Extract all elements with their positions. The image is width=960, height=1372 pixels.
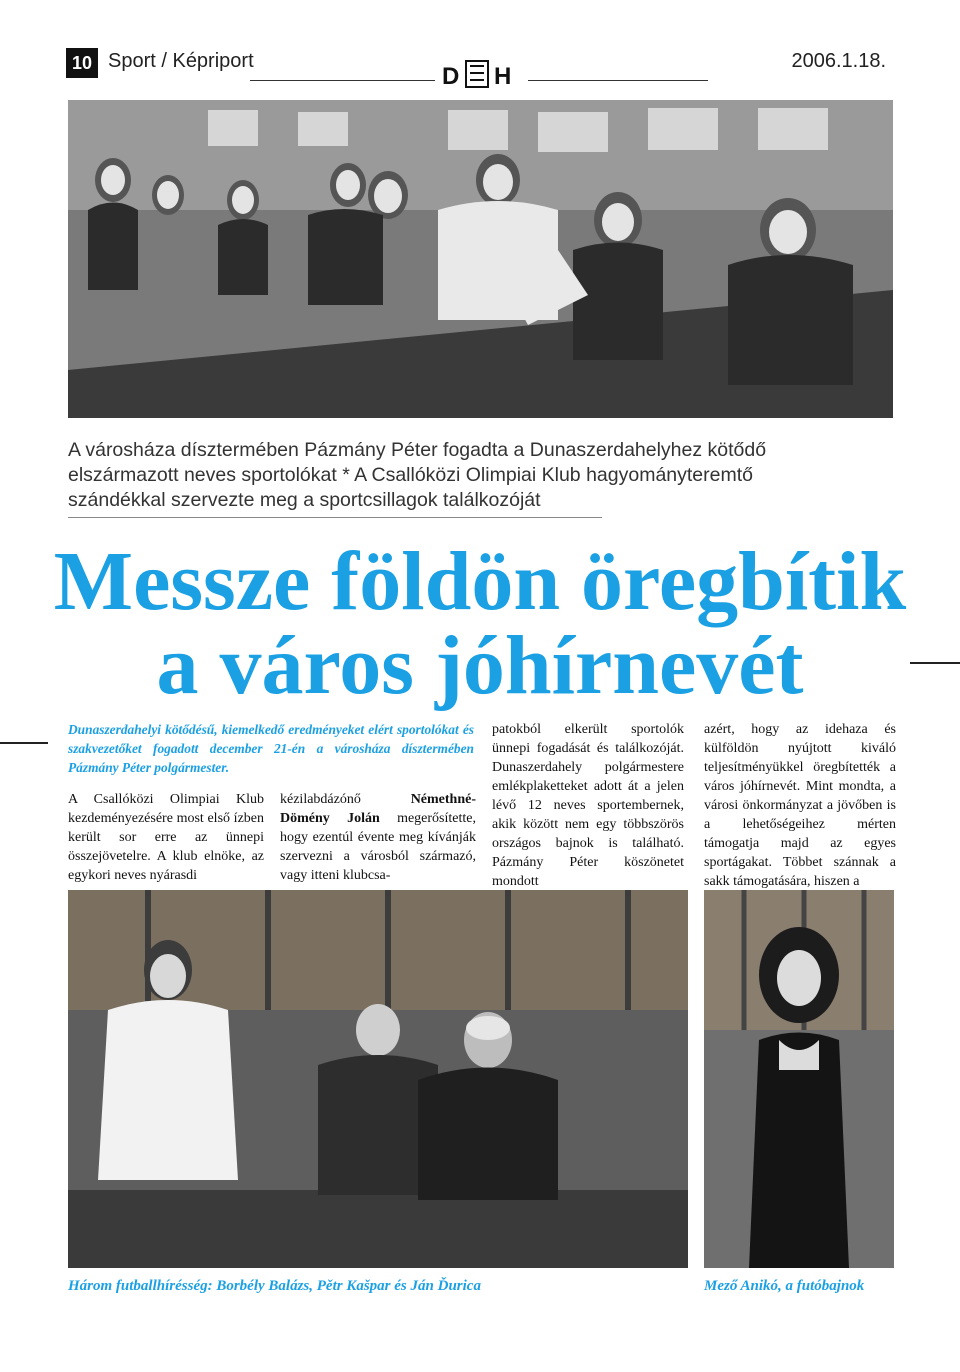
text-column-2 xyxy=(280,790,476,885)
col2-name: Némethné-Dömény Jolán xyxy=(280,792,476,826)
svg-text:H: H xyxy=(494,63,512,90)
footballers-photo xyxy=(68,890,688,1268)
runner-photo xyxy=(704,890,894,1268)
headline-line-2: a város jóhírnevét xyxy=(156,619,804,712)
section-title: Sport / Képriport xyxy=(108,50,254,72)
margin-rule-right xyxy=(910,662,960,664)
col2-post: megerősítette, hogy ezentúl évente meg kívánják szervezni a városból származó, vagy itteni klubcsa- xyxy=(280,811,476,883)
issue-date: 2006.1.18. xyxy=(791,50,886,72)
margin-rule-left xyxy=(0,742,48,744)
page-number: 10 xyxy=(66,48,98,78)
caption-runner: Mező Anikó, a futóbajnok xyxy=(704,1278,865,1294)
headline-line-1: Messze földön öregbítik xyxy=(53,535,907,628)
col2-pre: kézilabdázónő xyxy=(280,792,411,807)
article-subhead: A városháza dísztermében Pázmány Péter fogadta a Dunaszerdahelyhez kötődő elszármazott neves sportolókat * A Csallóközi Olimpiai Klub hagyományteremtő szándékkal szervezte meg a sportcsillagok találkozóját xyxy=(68,439,767,511)
header-rule-left xyxy=(250,80,435,81)
meeting-photo xyxy=(68,100,893,418)
caption-footballers: Három futballhírésség: Borbély Balázs, Pětr Kašpar és Ján Ďurica xyxy=(68,1278,481,1294)
svg-text:D: D xyxy=(442,63,460,90)
subhead-rule xyxy=(68,517,602,518)
text-column-3: patokból elkerült sportolók ünnepi fogadását és találkozóját. Dunaszerdahely polgármestere emlékplaketteket adott át a jelen lévő 12 neves sportembernek, akik között nem egy többszörös országos bajnok is található. Pázmány Péter köszönetet mondott xyxy=(492,722,684,889)
text-column-1: A Csallóközi Olimpiai Klub kezdeményezésére most első ízben került sor erre az ünnepi összejövetelre. A klub elnöke, az egykori neves nyárasdi xyxy=(68,792,264,883)
article-lead: Dunaszerdahelyi kötődésű, kiemelkedő eredményeket elért sportolókat és szakvezetőket fogadott december 21-én a városháza dísztermében Pázmány Péter polgármester. xyxy=(68,722,474,775)
header-rule-right xyxy=(528,80,708,81)
newspaper-logo xyxy=(440,58,522,90)
text-column-4: azért, hogy az idehaza és külföldön nyújtott kiváló teljesítményükkel öregbítették a város jóhírnevét. Mint mondta, a városi önkormányzat a jövőben is a lehetőségeihez mérten támogatja majd az egyes sportágakat. Többet szánnak a sakk támogatására, hiszen a xyxy=(704,722,896,889)
